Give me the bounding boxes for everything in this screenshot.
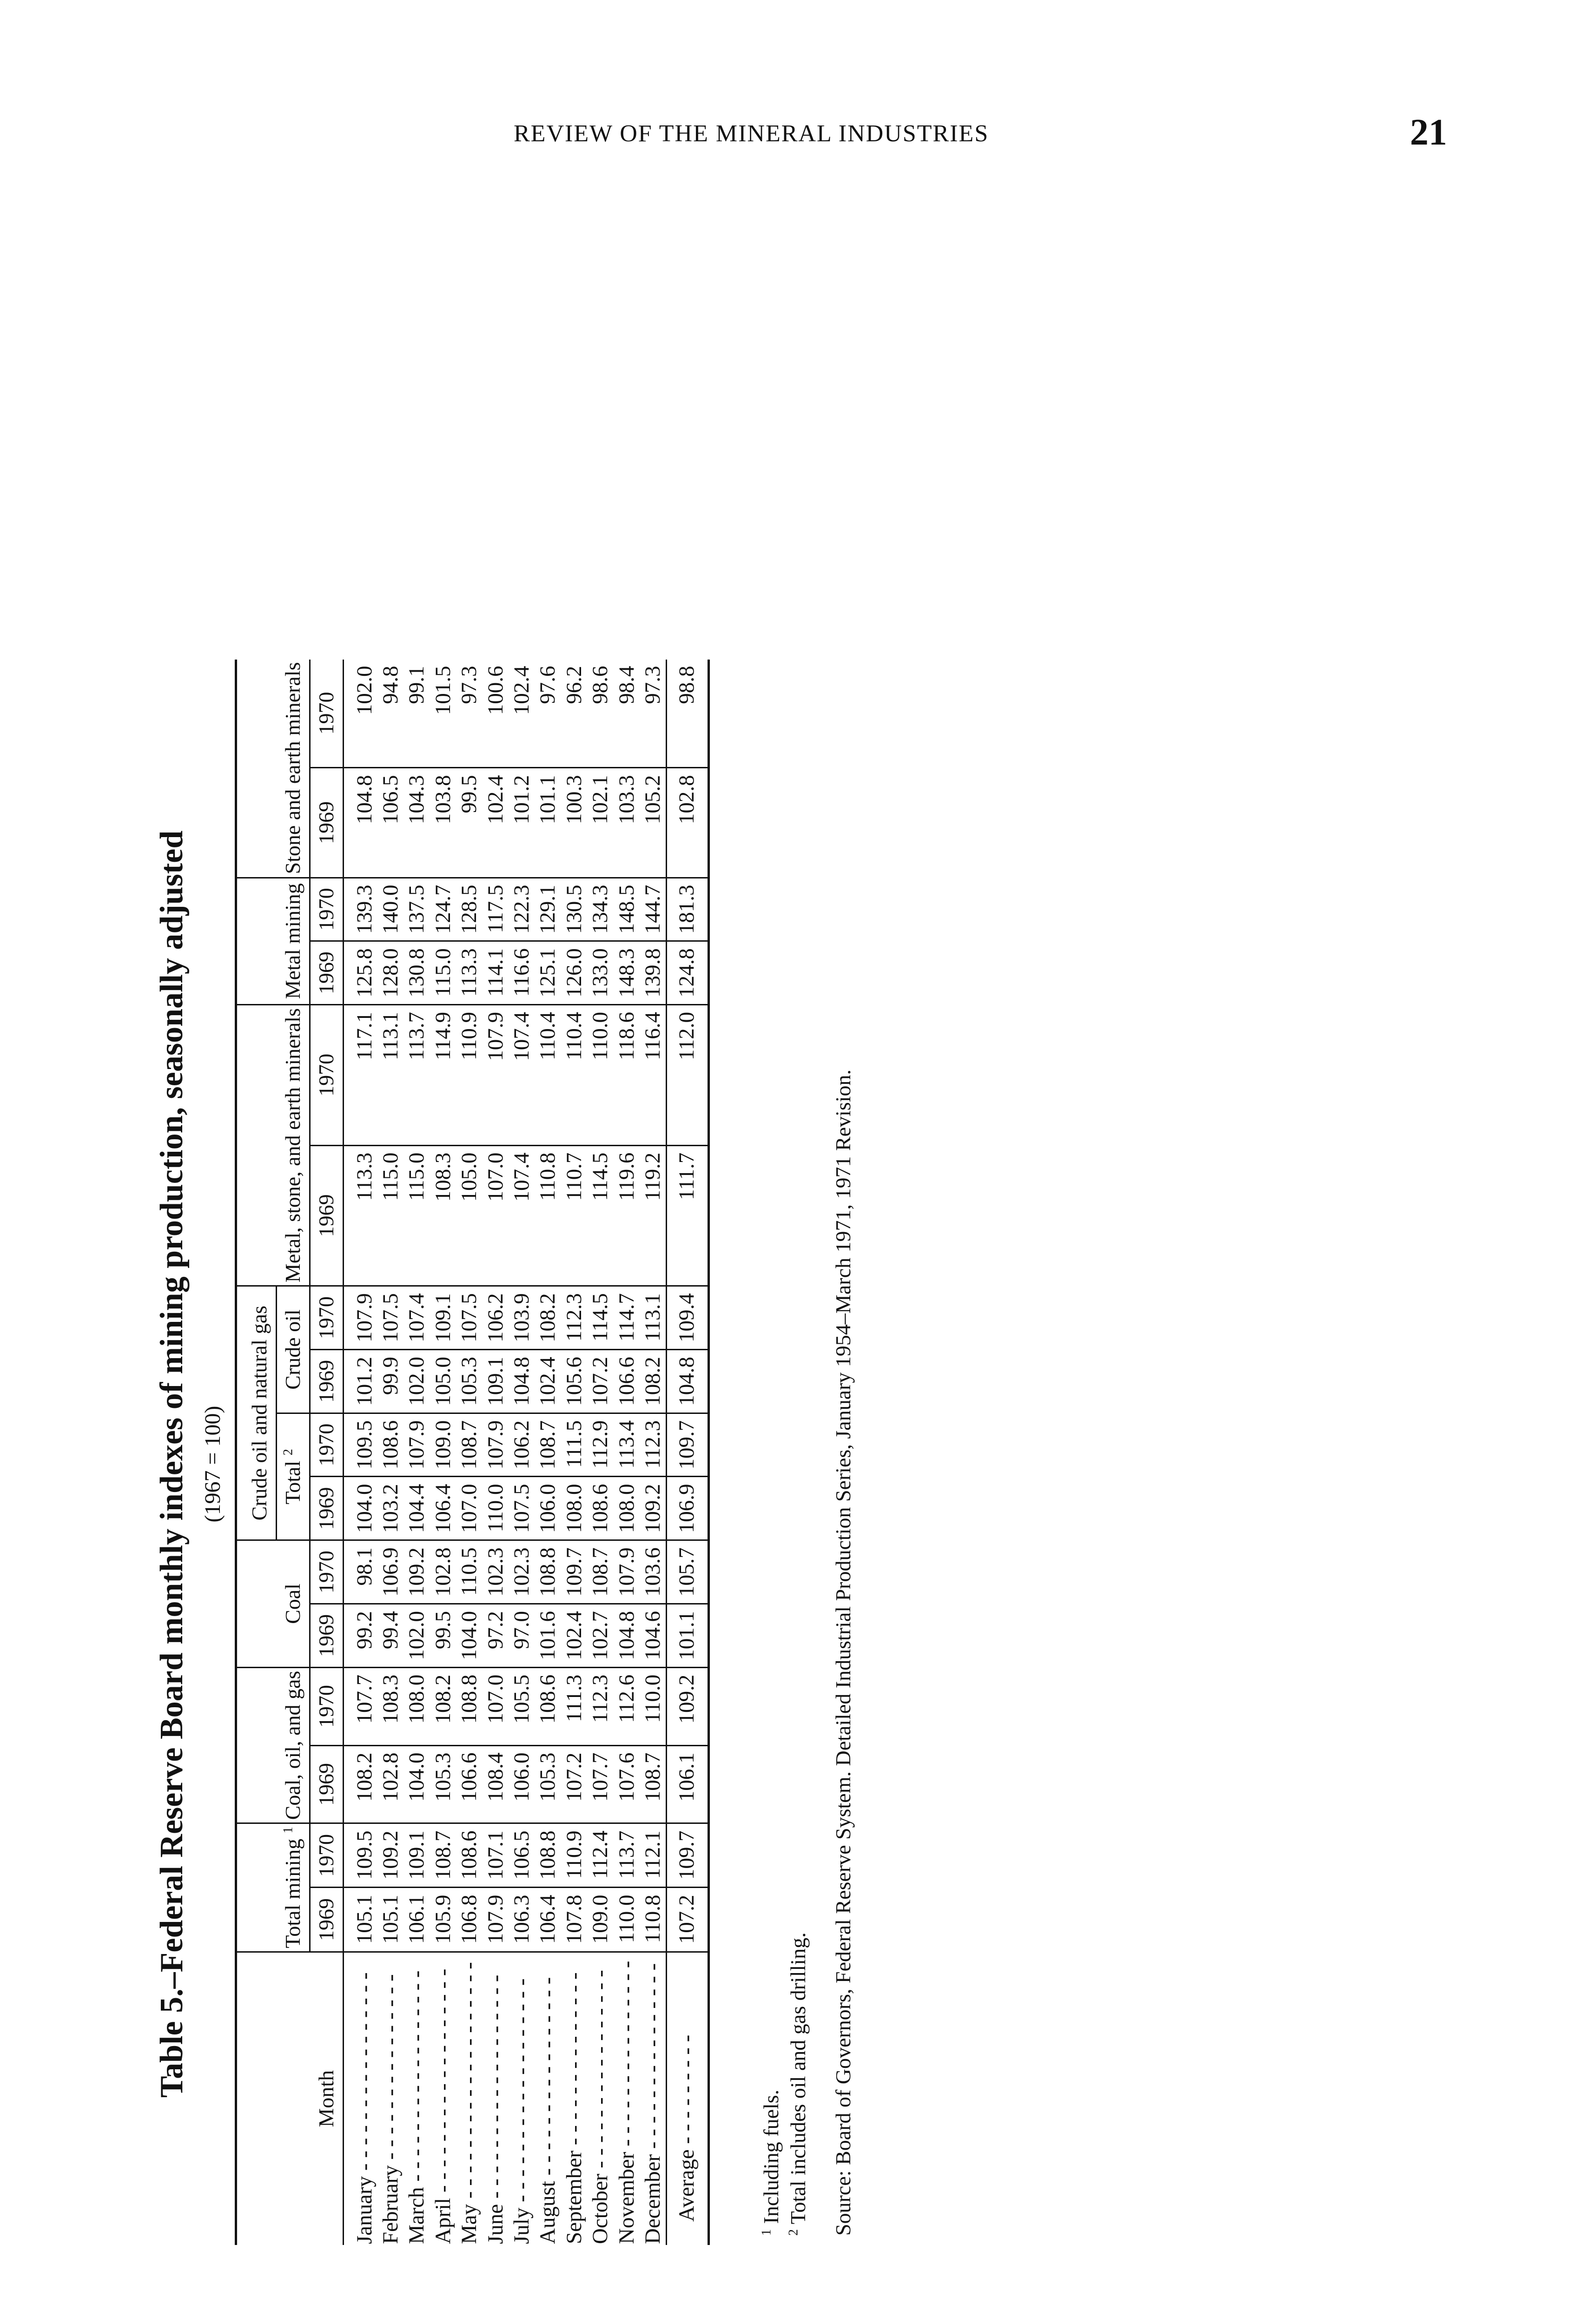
total-mining-header: Total mining $^1$ [236, 1823, 310, 1952]
source-note: Source: Board of Governors, Federal Reserve System. Detailed Industrial Production Series, January 1954–March 1971, 1971 Revision. [831, 1069, 855, 2236]
value-cell: 137.5 [404, 878, 430, 941]
value-cell: 106.4 [430, 1477, 456, 1540]
value-cell: 111.5 [561, 1413, 587, 1477]
value-cell: 128.0 [377, 941, 404, 1005]
value-cell: 102.0 [404, 1604, 430, 1667]
value-cell: 112.0 [667, 1005, 708, 1146]
year-header: 1969 [310, 1477, 343, 1540]
value-cell: 105.9 [430, 1888, 456, 1952]
month-cell: December - - - - - - - - - - - - - - - [640, 1963, 665, 2244]
table-row [587, 660, 613, 2245]
value-cell: 115.0 [377, 1145, 404, 1286]
value-cell: 107.4 [404, 1286, 430, 1350]
year-header: 1969 [310, 1349, 343, 1413]
value-cell: 102.3 [483, 1540, 509, 1604]
crude-total-header: Total $^2$ [276, 1413, 310, 1540]
value-cell: 101.1 [667, 1604, 708, 1667]
table-body [343, 660, 667, 2245]
value-cell: 99.5 [430, 1604, 456, 1667]
value-cell: 118.6 [614, 1005, 640, 1146]
year-header: 1970 [310, 878, 343, 941]
value-cell: 106.6 [614, 1349, 640, 1413]
value-cell: 108.7 [456, 1413, 482, 1477]
value-cell: 110.9 [561, 1823, 587, 1888]
value-cell: 119.2 [640, 1145, 667, 1286]
value-cell: 107.9 [614, 1540, 640, 1604]
value-cell: 103.8 [430, 768, 456, 878]
value-cell: 107.5 [377, 1286, 404, 1350]
value-cell: 126.0 [561, 941, 587, 1005]
value-cell: 108.7 [535, 1413, 561, 1477]
month-cell: November - - - - - - - - - - - - - - - [614, 1961, 639, 2244]
value-cell: 113.1 [377, 1005, 404, 1146]
table-row [430, 660, 456, 2245]
value-cell: 117.1 [343, 1005, 377, 1146]
value-cell: 107.5 [456, 1286, 482, 1350]
month-cell: June - - - - - - - - - - - - - - - - - - [483, 1974, 508, 2244]
value-cell: 108.7 [430, 1823, 456, 1888]
footnote: $^2$ Total includes oil and gas drilling. [786, 1932, 810, 2236]
value-cell: 105.6 [561, 1349, 587, 1413]
value-cell: 102.4 [535, 1349, 561, 1413]
value-cell: 104.8 [614, 1604, 640, 1667]
month-cell: July - - - - - - - - - - - - - - - - - - [509, 1978, 534, 2244]
value-cell: 107.7 [587, 1745, 613, 1823]
value-cell: 107.9 [483, 1005, 509, 1146]
value-cell: 105.7 [667, 1540, 708, 1604]
value-cell: 108.7 [587, 1540, 613, 1604]
stone-earth-header: Stone and earth minerals [236, 660, 310, 878]
month-cell: January - - - - - - - - - - - - - - - - [352, 1972, 377, 2244]
value-cell: 109.2 [404, 1540, 430, 1604]
value-cell: 100.3 [561, 768, 587, 878]
metal-stone-earth-header: Metal, stone, and earth minerals [236, 1005, 310, 1286]
value-cell: 110.7 [561, 1145, 587, 1286]
value-cell: 106.0 [509, 1745, 535, 1823]
year-header: 1970 [310, 1823, 343, 1888]
value-cell: 101.6 [535, 1604, 561, 1667]
value-cell: 105.3 [456, 1349, 482, 1413]
value-cell: 108.3 [430, 1145, 456, 1286]
value-cell: 113.3 [456, 941, 482, 1005]
year-header: 1970 [310, 1286, 343, 1350]
value-cell: 103.9 [509, 1286, 535, 1350]
value-cell: 106.1 [404, 1888, 430, 1952]
value-cell: 105.5 [509, 1667, 535, 1745]
table-row [343, 660, 377, 2245]
value-cell: 97.3 [640, 660, 667, 768]
value-cell: 107.0 [483, 1667, 509, 1745]
value-cell: 108.0 [404, 1667, 430, 1745]
value-cell: 112.3 [587, 1667, 613, 1745]
value-cell: 107.2 [561, 1745, 587, 1823]
value-cell: 105.3 [535, 1745, 561, 1823]
value-cell: 109.1 [430, 1286, 456, 1350]
value-cell: 110.4 [535, 1005, 561, 1146]
value-cell: 104.0 [404, 1745, 430, 1823]
value-cell: 107.0 [456, 1477, 482, 1540]
year-header: 1969 [310, 1745, 343, 1823]
mining-index-table [235, 660, 710, 2245]
value-cell: 122.3 [509, 878, 535, 941]
value-cell: 99.4 [377, 1604, 404, 1667]
value-cell: 97.2 [483, 1604, 509, 1667]
value-cell: 102.4 [483, 768, 509, 878]
value-cell: 113.7 [404, 1005, 430, 1146]
month-header: Month [236, 1952, 344, 2245]
year-header: 1970 [310, 660, 343, 768]
value-cell: 108.2 [640, 1349, 667, 1413]
value-cell: 109.2 [667, 1667, 708, 1745]
value-cell: 101.1 [535, 768, 561, 878]
value-cell: 116.4 [640, 1005, 667, 1146]
value-cell: 110.0 [483, 1477, 509, 1540]
value-cell: 104.3 [404, 768, 430, 878]
value-cell: 105.3 [430, 1745, 456, 1823]
value-cell: 109.0 [587, 1888, 613, 1952]
value-cell: 144.7 [640, 878, 667, 941]
value-cell: 109.4 [667, 1286, 708, 1350]
value-cell: 108.2 [430, 1667, 456, 1745]
table-row [535, 660, 561, 2245]
value-cell: 102.1 [587, 768, 613, 878]
value-cell: 113.3 [343, 1145, 377, 1286]
value-cell: 102.0 [343, 660, 377, 768]
year-header: 1970 [310, 1413, 343, 1477]
value-cell: 108.3 [377, 1667, 404, 1745]
value-cell: 125.1 [535, 941, 561, 1005]
value-cell: 105.2 [640, 768, 667, 878]
table-notes [758, 1070, 857, 2236]
value-cell: 111.3 [561, 1667, 587, 1745]
value-cell: 110.8 [535, 1145, 561, 1286]
value-cell: 102.0 [404, 1349, 430, 1413]
value-cell: 107.4 [509, 1145, 535, 1286]
value-cell: 97.0 [509, 1604, 535, 1667]
value-cell: 109.2 [640, 1477, 667, 1540]
month-cell: May - - - - - - - - - - - - - - - - - - - [457, 1962, 482, 2244]
value-cell: 108.6 [587, 1477, 613, 1540]
value-cell: 104.8 [343, 768, 377, 878]
value-cell: 106.2 [509, 1413, 535, 1477]
value-cell: 129.1 [535, 878, 561, 941]
value-cell: 108.6 [456, 1823, 482, 1888]
value-cell: 107.2 [667, 1888, 708, 1952]
value-cell: 110.0 [640, 1667, 667, 1745]
value-cell: 107.9 [483, 1413, 509, 1477]
value-cell: 106.6 [456, 1745, 482, 1823]
value-cell: 124.8 [667, 941, 708, 1005]
value-cell: 112.4 [587, 1823, 613, 1888]
value-cell: 99.5 [456, 768, 482, 878]
value-cell: 130.5 [561, 878, 587, 941]
value-cell: 107.9 [343, 1286, 377, 1350]
value-cell: 103.2 [377, 1477, 404, 1540]
value-cell: 102.8 [667, 768, 708, 878]
value-cell: 109.0 [430, 1413, 456, 1477]
value-cell: 103.3 [614, 768, 640, 878]
table-row [509, 660, 535, 2245]
value-cell: 181.3 [667, 878, 708, 941]
value-cell: 107.6 [614, 1745, 640, 1823]
value-cell: 113.7 [614, 1823, 640, 1888]
value-cell: 139.8 [640, 941, 667, 1005]
month-cell: Average - - - - - - - - - [667, 1952, 708, 2245]
value-cell: 106.9 [377, 1540, 404, 1604]
average-row [667, 660, 708, 2245]
value-cell: 117.5 [483, 878, 509, 941]
value-cell: 119.6 [614, 1145, 640, 1286]
year-header: 1969 [310, 1604, 343, 1667]
month-cell: March - - - - - - - - - - - - - - - - - [404, 1970, 429, 2244]
value-cell: 140.0 [377, 878, 404, 941]
value-cell: 107.2 [587, 1349, 613, 1413]
value-cell: 112.9 [587, 1413, 613, 1477]
value-cell: 124.7 [430, 878, 456, 941]
value-cell: 105.1 [377, 1888, 404, 1952]
value-cell: 102.8 [430, 1540, 456, 1604]
value-cell: 109.1 [483, 1349, 509, 1413]
value-cell: 110.0 [614, 1888, 640, 1952]
value-cell: 108.7 [640, 1745, 667, 1823]
value-cell: 108.2 [343, 1745, 377, 1823]
rotated-table-page [0, 442, 1209, 2324]
value-cell: 112.6 [614, 1667, 640, 1745]
value-cell: 108.6 [377, 1413, 404, 1477]
table-row [483, 660, 509, 2245]
value-cell: 106.5 [377, 768, 404, 878]
year-header: 1970 [310, 1667, 343, 1745]
table-row [561, 660, 587, 2245]
table-title: Table 5.–Federal Reserve Board monthly indexes of mining production, seasonally adjusted [154, 830, 190, 2098]
value-cell: 130.8 [404, 941, 430, 1005]
value-cell: 110.4 [561, 1005, 587, 1146]
value-cell: 104.4 [404, 1477, 430, 1540]
year-header: 1969 [310, 768, 343, 878]
value-cell: 114.5 [587, 1145, 613, 1286]
running-head: REVIEW OF THE MINERAL INDUSTRIES [514, 120, 989, 147]
metal-mining-header: Metal mining [236, 878, 310, 1005]
value-cell: 115.0 [430, 941, 456, 1005]
value-cell: 109.7 [561, 1540, 587, 1604]
value-cell: 128.5 [456, 878, 482, 941]
value-cell: 108.6 [535, 1667, 561, 1745]
year-header: 1969 [310, 1145, 343, 1286]
value-cell: 106.3 [509, 1888, 535, 1952]
value-cell: 105.0 [456, 1145, 482, 1286]
value-cell: 106.2 [483, 1286, 509, 1350]
value-cell: 112.3 [640, 1413, 667, 1477]
value-cell: 98.8 [667, 660, 708, 768]
value-cell: 114.1 [483, 941, 509, 1005]
value-cell: 110.9 [456, 1005, 482, 1146]
value-cell: 115.0 [404, 1145, 430, 1286]
value-cell: 104.0 [456, 1604, 482, 1667]
value-cell: 133.0 [587, 941, 613, 1005]
coal-header: Coal [236, 1540, 310, 1668]
value-cell: 108.2 [535, 1286, 561, 1350]
value-cell: 98.6 [587, 660, 613, 768]
value-cell: 104.8 [509, 1349, 535, 1413]
value-cell: 97.6 [535, 660, 561, 768]
value-cell: 109.2 [377, 1823, 404, 1888]
value-cell: 106.4 [535, 1888, 561, 1952]
value-cell: 134.3 [587, 878, 613, 941]
value-cell: 107.8 [561, 1888, 587, 1952]
value-cell: 148.5 [614, 878, 640, 941]
month-cell: September - - - - - - - - - - - - - - [562, 1972, 586, 2244]
value-cell: 114.9 [430, 1005, 456, 1146]
value-cell: 106.1 [667, 1745, 708, 1823]
value-cell: 107.9 [404, 1413, 430, 1477]
value-cell: 101.2 [509, 768, 535, 878]
value-cell: 100.6 [483, 660, 509, 768]
year-header: 1970 [310, 1005, 343, 1146]
value-cell: 109.7 [667, 1413, 708, 1477]
crude-oil-gas-header: Crude oil and natural gas [236, 1286, 277, 1540]
value-cell: 108.4 [483, 1745, 509, 1823]
value-cell: 101.5 [430, 660, 456, 768]
value-cell: 112.3 [561, 1286, 587, 1350]
value-cell: 116.6 [509, 941, 535, 1005]
value-cell: 94.8 [377, 660, 404, 768]
value-cell: 106.0 [535, 1477, 561, 1540]
value-cell: 108.0 [614, 1477, 640, 1540]
value-cell: 107.1 [483, 1823, 509, 1888]
month-cell: October - - - - - - - - - - - - - - - - [588, 1970, 613, 2244]
month-cell: April - - - - - - - - - - - - - - - - - - [430, 1968, 455, 2244]
coal-oil-gas-header: Coal, oil, and gas [236, 1667, 310, 1823]
value-cell: 107.9 [483, 1888, 509, 1952]
table-row [456, 660, 482, 2245]
value-cell: 107.0 [483, 1145, 509, 1286]
value-cell: 102.7 [587, 1604, 613, 1667]
value-cell: 99.2 [343, 1604, 377, 1667]
value-cell: 107.4 [509, 1005, 535, 1146]
value-cell: 111.7 [667, 1145, 708, 1286]
value-cell: 102.8 [377, 1745, 404, 1823]
table-subtitle: (1967 = 100) [200, 1406, 225, 1523]
year-header: 1970 [310, 1540, 343, 1604]
value-cell: 102.3 [509, 1540, 535, 1604]
value-cell: 112.1 [640, 1823, 667, 1888]
value-cell: 106.5 [509, 1823, 535, 1888]
table-row [404, 660, 430, 2245]
value-cell: 114.5 [587, 1286, 613, 1350]
value-cell: 114.7 [614, 1286, 640, 1350]
value-cell: 109.1 [404, 1823, 430, 1888]
value-cell: 98.1 [343, 1540, 377, 1604]
value-cell: 106.8 [456, 1888, 482, 1952]
table-row [377, 660, 404, 2245]
value-cell: 105.1 [343, 1888, 377, 1952]
value-cell: 110.5 [456, 1540, 482, 1604]
table-row [614, 660, 640, 2245]
value-cell: 139.3 [343, 878, 377, 941]
value-cell: 103.6 [640, 1540, 667, 1604]
year-header: 1969 [310, 1888, 343, 1952]
value-cell: 107.7 [343, 1667, 377, 1745]
value-cell: 109.7 [667, 1823, 708, 1888]
value-cell: 102.4 [561, 1604, 587, 1667]
table-row [640, 660, 667, 2245]
value-cell: 104.6 [640, 1604, 667, 1667]
value-cell: 107.5 [509, 1477, 535, 1540]
table-container [235, 246, 710, 2245]
value-cell: 102.4 [509, 660, 535, 768]
table-footer [667, 660, 708, 2245]
page-number: 21 [1410, 112, 1447, 153]
value-cell: 101.2 [343, 1349, 377, 1413]
value-cell: 109.5 [343, 1413, 377, 1477]
value-cell: 99.9 [377, 1349, 404, 1413]
value-cell: 97.3 [456, 660, 482, 768]
value-cell: 108.8 [535, 1823, 561, 1888]
value-cell: 104.0 [343, 1477, 377, 1540]
value-cell: 108.8 [535, 1540, 561, 1604]
value-cell: 110.8 [640, 1888, 667, 1952]
month-cell: February - - - - - - - - - - - - - - - [378, 1974, 403, 2244]
value-cell: 108.8 [456, 1667, 482, 1745]
value-cell: 110.0 [587, 1005, 613, 1146]
value-cell: 96.2 [561, 660, 587, 768]
value-cell: 148.3 [614, 941, 640, 1005]
value-cell: 105.0 [430, 1349, 456, 1413]
year-header: 1969 [310, 941, 343, 1005]
value-cell: 104.8 [667, 1349, 708, 1413]
month-cell: August - - - - - - - - - - - - - - - - [536, 1977, 560, 2244]
value-cell: 109.5 [343, 1823, 377, 1888]
value-cell: 98.4 [614, 660, 640, 768]
value-cell: 106.9 [667, 1477, 708, 1540]
value-cell: 125.8 [343, 941, 377, 1005]
value-cell: 113.4 [614, 1413, 640, 1477]
value-cell: 99.1 [404, 660, 430, 768]
value-cell: 113.1 [640, 1286, 667, 1350]
crude-oil-header: Crude oil [276, 1286, 310, 1413]
footnote: $^1$ Including fuels. [759, 2089, 783, 2236]
value-cell: 108.0 [561, 1477, 587, 1540]
